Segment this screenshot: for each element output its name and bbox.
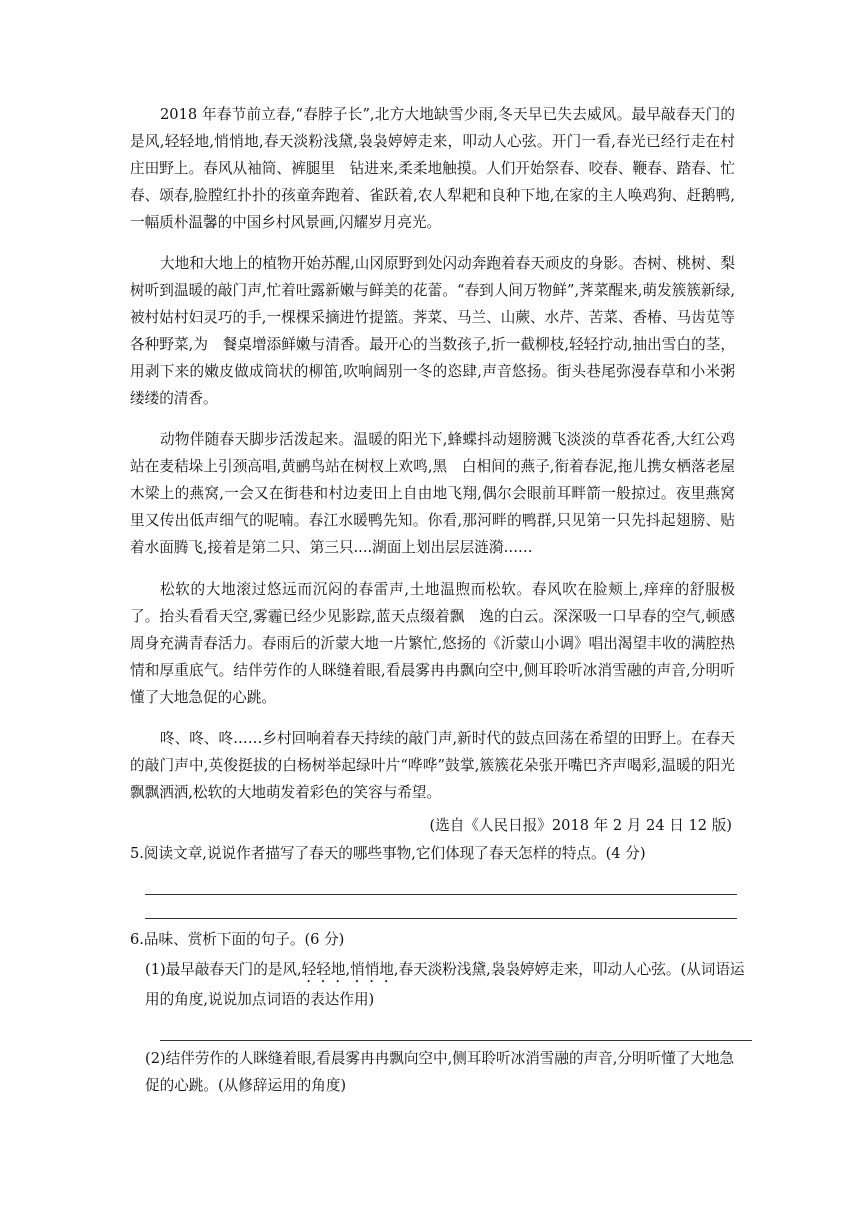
article-paragraph-4: 松软的大地滚过悠远而沉闷的春雷声,土地温煦而松软。春风吹在脸颊上,痒痒的舒服极了。抬头看看天空,雾霾已经少见影踪,蓝天点缀着飘 逸的白云。深深吸一口早春的空气,顿感周身充满青春活力。春雨后的沂蒙大地一片繁忙,悠扬的《沂蒙山小调》唱出渴望丰收的满腔热情和厚重底气。结伴劳作的人眯缝着眼,看晨雾冉冉飘向空中,侧耳聆听冰消雪融的声音,分明听懂了大地急促的心跳。 <box>130 581 735 706</box>
question-6-1-comma: , <box>345 961 351 978</box>
article-paragraph-1: 2018 年春节前立春,“春脖子长”,北方大地缺雪少雨,冬天早已失去威风。最早敲春天门的是风,轻轻地,悄悄地,春天淡粉浅黛,袅袅婷婷走来，叩动人心弦。开门一看,春光已经行走在村庄田野上。春风从袖筒、裤腿里 钻进来,柔柔地触摸。人们开始祭春、咬春、鞭春、踏春、忙春、颂春,脸膛红扑扑的孩童奔跑着、雀跃着,农人犁耙和良种下地,在家的主人唤鸡狗、赶鹅鸭,一幅质朴温馨的中国乡村风景画,闪耀岁月亮光。 <box>130 106 735 231</box>
article-paragraph-2: 大地和大地上的植物开始苏醒,山冈原野到处闪动奔跑着春天顽皮的身影。杏树、桃树、梨树听到温暖的敲门声,忙着吐露新嫩与鲜美的花蕾。“春到人间万物鲜”,荠菜醒来,萌发簇簇新绿,被村姑村妇灵巧的手,一棵棵采摘进竹提篮。荠菜、马兰、山蕨、水芹、苦菜、香椿、马齿苋等各种野菜,为 餐桌增添鲜嫩与清香。最开心的当数孩子,折一截柳枝,轻轻拧动,抽出雪白的茎，用剥下来的嫩皮做成筒状的柳笛,吹响阔别一冬的恣肆,声音悠扬。街头巷尾弥漫春草和小米粥缕缕的清香。 <box>130 255 735 407</box>
question-6-1 <box>145 956 745 1013</box>
dotted-word-2: 悄悄地 <box>350 961 394 978</box>
answer-line-6-1[interactable] <box>160 1040 752 1041</box>
article-paragraph-3: 动物伴随春天脚步活泼起来。温暖的阳光下,蜂蝶抖动翅膀溅飞淡淡的草香花香,大红公鸡站在麦秸垛上引颈高唱,黄鹂鸟站在树杈上欢鸣,黑 白相间的燕子,衔着春泥,拖儿携女栖落老屋木梁上的燕窝,一会又在街巷和村边麦田上自由地飞翔,偶尔会眼前耳畔箭一般掠过。夜里燕窝里又传出低声细气的呢喃。春江水暖鸭先知。你看,那河畔的鸭群,只见第一只先抖起翅膀、贴着水面腾飞,接着是第二只、第三只....湖面上划出层层涟漪…… <box>130 431 735 556</box>
answer-line-5a[interactable] <box>145 894 737 895</box>
dotted-word-1: 轻轻地 <box>301 961 346 978</box>
article-paragraph-5: 咚、咚、咚……乡村回响着春天持续的敲门声,新时代的鼓点回荡在希望的田野上。在春天的敲门声中,英俊挺拔的白杨树举起绿叶片“哗哗”鼓掌,簇簇花朵张开嘴巴齐声喝彩,温暖的阳光飘飘洒洒,松软的大地萌发着彩色的笑容与希望。 <box>130 730 735 801</box>
question-6: 6.品味、赏析下面的句子。(6 分) <box>130 931 345 948</box>
question-5: 5.阅读文章,说说作者描写了春天的哪些事物,它们体现了春天怎样的特点。(4 分) <box>130 845 646 862</box>
question-6-1-text-a: (1)最早敲春天门的是风, <box>145 961 302 978</box>
question-6-2: (2)结伴劳作的人眯缝着眼,看晨雾冉冉飘向空中,侧耳聆听冰消雪融的声音,分明听懂了大地急促的心跳。(从修辞运用的角度) <box>145 1050 735 1094</box>
article-source: (选自《人民日报》2018 年 2 月 24 日 12 版) <box>429 817 732 834</box>
question-6-1-text-b: ,春天淡粉浅黛,袅袅婷婷走来，叩动人心弦。(从词语运用的角度,说说加点词语的表达作用) <box>145 961 745 1008</box>
answer-line-5b[interactable] <box>145 918 737 919</box>
